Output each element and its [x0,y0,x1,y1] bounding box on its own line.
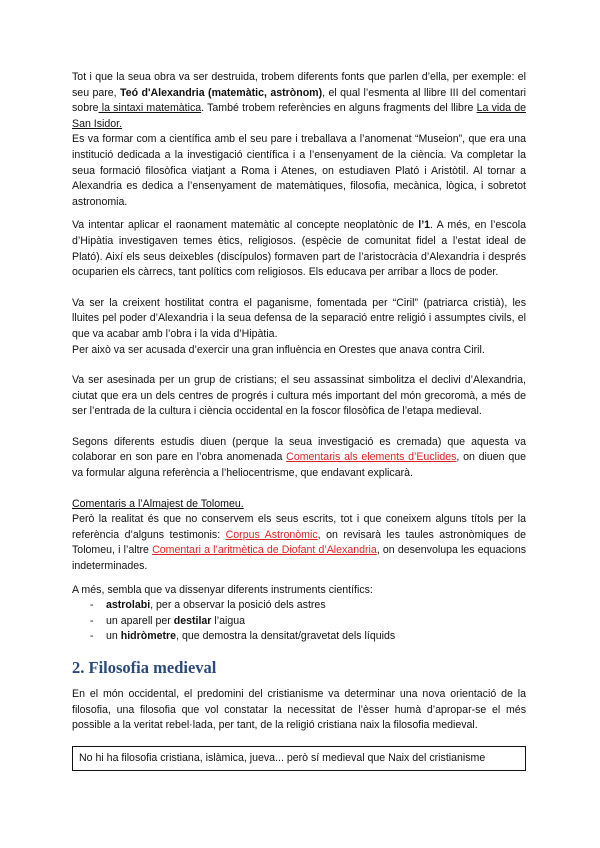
bold-text: destilar [173,614,212,627]
text: Segons diferents estudis diuen (perque la seua investigació es cremada) que aquesta va colaborar en son pare en l’obra anomenada [72,435,526,464]
text: , on diuen que va formular alguna referència a l’heliocentrisme, que endavant explicarà. [72,451,527,480]
bold-text: Teó d'Alexandria (matemàtic, astrònom) [120,86,323,99]
paragraph-hostility: Va ser la creixent hostilitat contra el paganisme, fomentada per “Ciril” (patriarca cristià), les lluites pel poder d’Alexandria i la seua defensa de la separació entre religió i assumptes civils, el que va acabar amb l’obra i la vida d’Hipàtia. [72,296,526,340]
section-heading: 2. Filosofia medieval [72,658,217,677]
highlight-box: No hi ha filosofia cristiana, islàmica, jueva... però sí medieval que Naix del cristianisme [72,746,526,771]
bold-text: astrolabi [106,599,151,612]
paragraph-collaboration [72,435,526,482]
text: Va intentar aplicar el raonament matemàtic al concepte neoplatònic de [72,219,419,232]
text: , que demostra la densitat/gravetat dels líquids [176,630,396,643]
bold-text: hidròmetre [120,630,177,643]
link-euclides[interactable]: Comentaris als elements d’Euclides [286,451,457,464]
text: , el qual l’esmenta al llibre III del comentari sobre [72,86,526,115]
underlined-title: La vida de San Isidor. [72,102,526,130]
text: un aparell per [106,614,174,627]
list-item [90,629,526,645]
paragraph-medieval: En el món occidental, el predomini del cristianisme va determinar una nova orientació de la filosofia, una filosofia que vol constatar la necessitat de l’èsser humà d’apropar-se el més possible a la veritat rebel·lada, per tant, de la religió cristiana naix la filosofia medieval. [72,688,526,732]
text: Tot i que la seua obra va ser destruida, trobem diferents fonts que parlen d’ella, per exemple: el seu pare, [72,71,526,99]
underlined-heading-almajest: Comentaris a l’Almajest de Tolomeu. [72,497,244,510]
paragraph-instruments: A més, sembla que va dissenyar diferents instruments científics: [72,583,373,596]
list-item [90,598,526,614]
list-item [90,614,526,630]
text: l’aigua [211,614,245,627]
text: , on revisarà les taules astronòmiques de Tolomeu, i l’altre [72,528,526,557]
paragraph-sources [72,70,526,132]
document-page [72,70,526,771]
bullet-dash: - [90,630,94,643]
text: un [106,630,121,643]
bullet-dash: - [90,599,94,612]
text: . També trobem referències en alguns fragments del llibre [201,102,477,115]
bullet-dash: - [90,614,94,627]
bold-text: l’1 [418,219,431,232]
paragraph-accusation: Per això va ser acusada d’exercir una gran influència en Orestes que anava contra Ciril. [72,343,485,356]
link-corpus-astronomic[interactable]: Corpus Astronòmic [225,528,318,541]
paragraph-assassination: Va ser asesinada per un grup de cristians; el seu assassinat simbolitza el declivi d’Alexandria, ciutat que era un dels centres de progrés i cultura més important del món grecoromà, a més de ser l’entrada de la cultura i ciència occidental en la foscor filosòfica de l’etapa medieval. [72,374,526,418]
instrument-list [72,598,526,645]
text: Però la realitat és que no conservem els seus escrits, tot i que coneixem alguns títols per la referència d’alguns testimonis: [72,513,526,541]
paragraph-writings [72,512,526,574]
link-comentari-diofant[interactable]: Comentari a l’aritmètica de Diofant d’Alexandria [152,544,377,557]
text: , per a observar la posició dels astres [150,599,326,612]
text: , on desenvolupa les equacions indeterminades. [72,544,527,573]
paragraph-formation: Es va formar com a científica amb el seu pare i treballava a l’anomenat “Museion”, que era una institució dedicada a la investigació científica i a l’ensenyament de la ciència. Va completar la seua formació filosòfica viatjant a Roma i Atenes, on estudiaven Plató i Aristòtil. Al tornar a Alexandria es dedica a l’ensenyament de matemàtiques, filosofia, mecànica, lògica, i sobretot astronomia. [72,133,526,208]
text: . A més, en l’escola d’Hipàtia investigaven temes ètics, religiosos. (espècie de comunitat fidel a l’estat ideal de Plató). Així els seus deixebles (discípulos) formaven part de l’aristocràcia d’Alexandria i després ocuparien els càrrecs, tant polítics com religiosos. Els educava per arribar a llocs de poder. [72,219,526,279]
paragraph-teaching [72,218,526,280]
underlined-title: la sintaxi matemàtica [98,102,202,115]
